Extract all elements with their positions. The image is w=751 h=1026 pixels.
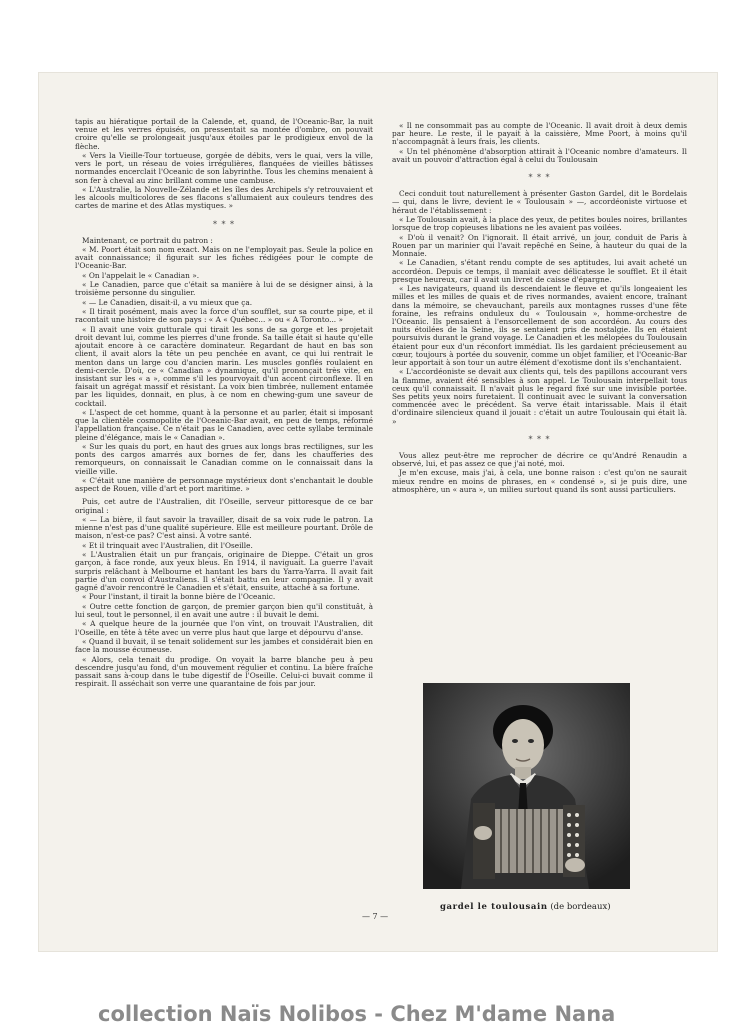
photo-caption xyxy=(440,902,611,912)
paragraph: Vous allez peut-être me reprocher de décrire ce qu'André Renaudin a observé, lui, et pas assez ce que j'ai noté, moi. xyxy=(392,450,687,469)
right-text-column xyxy=(392,122,687,495)
paragraph: « Pour l'instant, il tirait la bonne bière de l'Oceanic. xyxy=(82,592,276,602)
paragraph: « L'accordéoniste se devait aux clients qui, tels des papillons accourant vers la flamme, avaient été sensibles à son appel. Le Toulousain interpellait tous ceux qu'il connaissait. Il n'avait plus le regard fixé sur une invisible portée. Ses petits yeux noirs furetaient. Il continuait avec le suivant la conversation commencée avec le précédent. Sa verve était intarissable. Mais il était d'ordinaire silencieux quand il jouait : c'était un autre Toulousain qui était là. » xyxy=(392,367,687,426)
paragraph: « M. Poort était son nom exact. Mais on ne l'employait pas. Seule la police en avait connaissance; il figurait sur les fiches rédigées pour le compte de l'Oceanic-Bar. xyxy=(75,245,373,271)
paragraph: « On l'appelait le « Canadian ». xyxy=(82,270,200,280)
paragraph: « Le Canadien, s'étant rendu compte de ses aptitudes, lui avait acheté un accordéon. Depuis ce temps, il maniait avec délicatesse le soufflet. Et il était presque heureux, car il avait un livret de caisse d'épargne. xyxy=(392,258,687,284)
paragraph: « Outre cette fonction de garçon, de premier garçon bien qu'il constituât, à lui seul, tout le personnel, il en avait une autre : il buvait le demi. xyxy=(75,601,373,619)
paragraph: « Et il trinquait avec l'Australien, dit l'Oseille. xyxy=(82,540,253,550)
paragraph: « Alors, cela tenait du prodige. On voyait la barre blanche peu à peu descendre jusqu'au fond, d'un mouvement régulier et continu. La bière fraîche passait sans à-coup dans le tube digestif de l'Oseille. Celui-ci buvait comme il respirait. Il asséchait son verre une quarantaine de fois par jour. xyxy=(75,654,373,689)
paragraph: « Les navigateurs, quand ils descendaient le fleuve et qu'ils longeaient les milles et les milles de quais et de rives normandes, avaient encore, traînant dans la mémoire, se chevauchant, pareils aux montagnes russes d'une fête foraine, les refrains onduleux du « Toulousain », homme-orchestre de l'Oceanic. Ils pensaient à l'ensorcellement de son accordéon. Au cours des nuits étoilées de la Seine, ils se sentaient pris de nostalgie. Ils en étaient poursuivis durant le grand voyage. Le Canadien et les mélopées du Toulousain étaient pour eux d'un réconfort immédiat. Ils les gardaient précieusement au cœur, toujours à portée du souvenir, comme un objet familier, et l'Oceanic-Bar leur apportait à son tour un autre élément d'exotisme dont ils s'enchantaient. xyxy=(392,284,687,368)
paragraph: « L'aspect de cet homme, quant à la personne et au parler, était si imposant que la clientèle cosmopolite de l'Oceanic-Bar avait, en peu de temps, réformé l'appellation française. Ce n'était pas le Canadien, avec cette syllabe terminale pleine d'élégance, mais le « Canadian ». xyxy=(75,407,373,442)
caption-normal: (de bordeaux) xyxy=(547,902,611,912)
section-separator: * * * xyxy=(212,219,236,229)
paragraph: tapis au hiératique portail de la Calende, et, quand, de l'Oceanic-Bar, la nuit venue et les verres épuisés, on pressentait sa montée d'ombre, on pouvait croire qu'elle se prolongeait jusqu'aux étoiles par le prodigieux envol de la flèche. xyxy=(75,117,373,151)
paragraph: « Le Toulousain avait, à la place des yeux, de petites boules noires, brillantes lorsque de trop copieuses libations ne les avaient pas voilées. xyxy=(392,215,687,233)
collection-watermark: collection Naïs Nolibos - Chez M'dame Nana xyxy=(98,1002,616,1026)
paragraph: Je m'en excuse, mais j'ai, à cela, une bonne raison : c'est qu'on ne saurait mieux rendre en moins de phrases, en « condensé », si je puis dire, une atmosphère, un « aura », un milieu surtout quand ils sont aussi particuliers. xyxy=(392,468,687,494)
paragraph: « L'Australie, la Nouvelle-Zélande et les îles des Archipels s'y retrouvaient et les alcools multicolores de ses flacons s'allumaient aux couleurs tendres des cartes de marine et des Atlas mystiques. » xyxy=(75,185,373,211)
paragraph: « Quand il buvait, il se tenait solidement sur les jambes et considérait bien en face la mousse écumeuse. xyxy=(75,636,373,655)
paragraph: « — Le Canadien, disait-il, a vu mieux que ça. xyxy=(82,297,253,307)
paragraph: « L'Australien était un pur français, originaire de Dieppe. C'était un gros garçon, à face ronde, aux yeux bleus. En 1914, il naviguait. La guerre l'avait surpris relâchant à Melbourne et hantant les bars du Yarra-Yarra. Il avait fait partie d'un convoi d'Australiens. Il s'était battu en leur compagnie. Il y avait gagné d'avoir rencontré le Canadien et s'était, ensuite, attaché à sa fortune. xyxy=(75,550,373,592)
caption-bold: gardel le toulousain xyxy=(440,902,548,912)
left-text-column xyxy=(75,118,373,690)
accordionist-photo xyxy=(423,683,630,889)
paragraph: « Il avait une voix gutturale qui tirait les sons de sa gorge et les projetait droit devant lui, comme les pierres d'une fronde. Sa taille était si haute qu'elle ajoutait encore à ce caractère dominateur. Regardant de haut en bas son client, il avait alors la tête un peu penchée en avant, ce qui lui rentrait le menton dans un large cou d'ancien marin. Les muscles gonflés roulaient en demi-cercle. D'où, ce « Canadian » dynamique, qu'il prononçait très vite, en insistant sur les « a », comme s'il les pourvoyait d'un accent circonflexe. Il en faisait un agrégat massif et résistant. La voix bien timbrée, nullement entamée par les liquides, donnait, en plus, à ce nom en chewing-gum une saveur de cocktail. xyxy=(75,324,373,408)
paragraph: « — La bière, il faut savoir la travailler, disait de sa voix rude le patron. La mienne n'est pas d'une qualité supérieure. Elle est meilleure pourtant. Drôle de maison, n'est-ce pas? C'est ainsi. A votre santé. xyxy=(75,514,373,541)
paragraph: « Vers la Vieille-Tour tortueuse, gorgée de débits, vers le quai, vers la ville, vers le port, un réseau de voies irrégulières, flanquées de vieilles bâtisses normandes encerclait l'Oceanic de son labyrinthe. Tous les chemins menaient à son fer à cheval au zinc brillant comme une cambuse. xyxy=(75,151,373,185)
paragraph: Maintenant, ce portrait du patron : xyxy=(82,235,213,245)
paragraph: Puis, cet autre de l'Australien, dit l'Oseille, serveur pittoresque de ce bar original : xyxy=(75,497,373,515)
paragraph: « Un tel phénomène d'absorption attirait à l'Oceanic nombre d'amateurs. Il avait un pouvoir d'attraction égal à celui du Toulousain xyxy=(392,146,687,164)
section-separator: * * * xyxy=(528,434,551,444)
paragraph: « Sur les quais du port, en haut des grues aux longs bras rectilignes, sur les ponts des cargos amarrés aux bornes de fer, dans les chaufferies des remorqueurs, on connaissait le Canadian comme on le connaissait dans la vieille ville. xyxy=(75,441,373,476)
section-separator: * * * xyxy=(528,173,551,183)
paragraph: « C'était une manière de personnage mystérieux dont s'enchantait le double aspect de Rouen, ville d'art et port maritime. » xyxy=(75,475,373,494)
accordionist-portrait-illustration xyxy=(423,683,630,889)
paragraph: « A quelque heure de la journée que l'on vînt, on trouvait l'Australien, dit l'Oseille, en tête à tête avec un verre plus haut que large et dépourvu d'anse. xyxy=(75,619,373,637)
paragraph: « Il tirait posément, mais avec la force d'un soufflet, sur sa courte pipe, et il racontait une histoire de son pays : « A « Québec... » ou « A Toronto... » xyxy=(75,307,373,325)
paragraph: « Il ne consommait pas au compte de l'Oceanic. Il avait droit à deux demis par heure. Le reste, il le payait à la caissière, Mme Poort, à moins qu'il n'accompagnât à leurs frais, les clients. xyxy=(392,121,687,147)
page-number: — 7 — xyxy=(362,912,389,921)
paragraph: Ceci conduit tout naturellement à présenter Gaston Gardel, dit le Bordelais — qui, dans le livre, devient le « Toulousain » —, accordéoniste virtuose et héraut de l'établissement : xyxy=(392,189,687,215)
paragraph: « D'où il venait? On l'ignorait. Il était arrivé, un jour, conduit de Paris à Rouen par un marinier qui l'avait repêché en Seine, à hauteur du quai de la Monnaie. xyxy=(392,232,687,258)
paragraph: « Le Canadien, parce que c'était sa manière à lui de se désigner ainsi, à la troisième personne du singulier. xyxy=(75,280,373,298)
